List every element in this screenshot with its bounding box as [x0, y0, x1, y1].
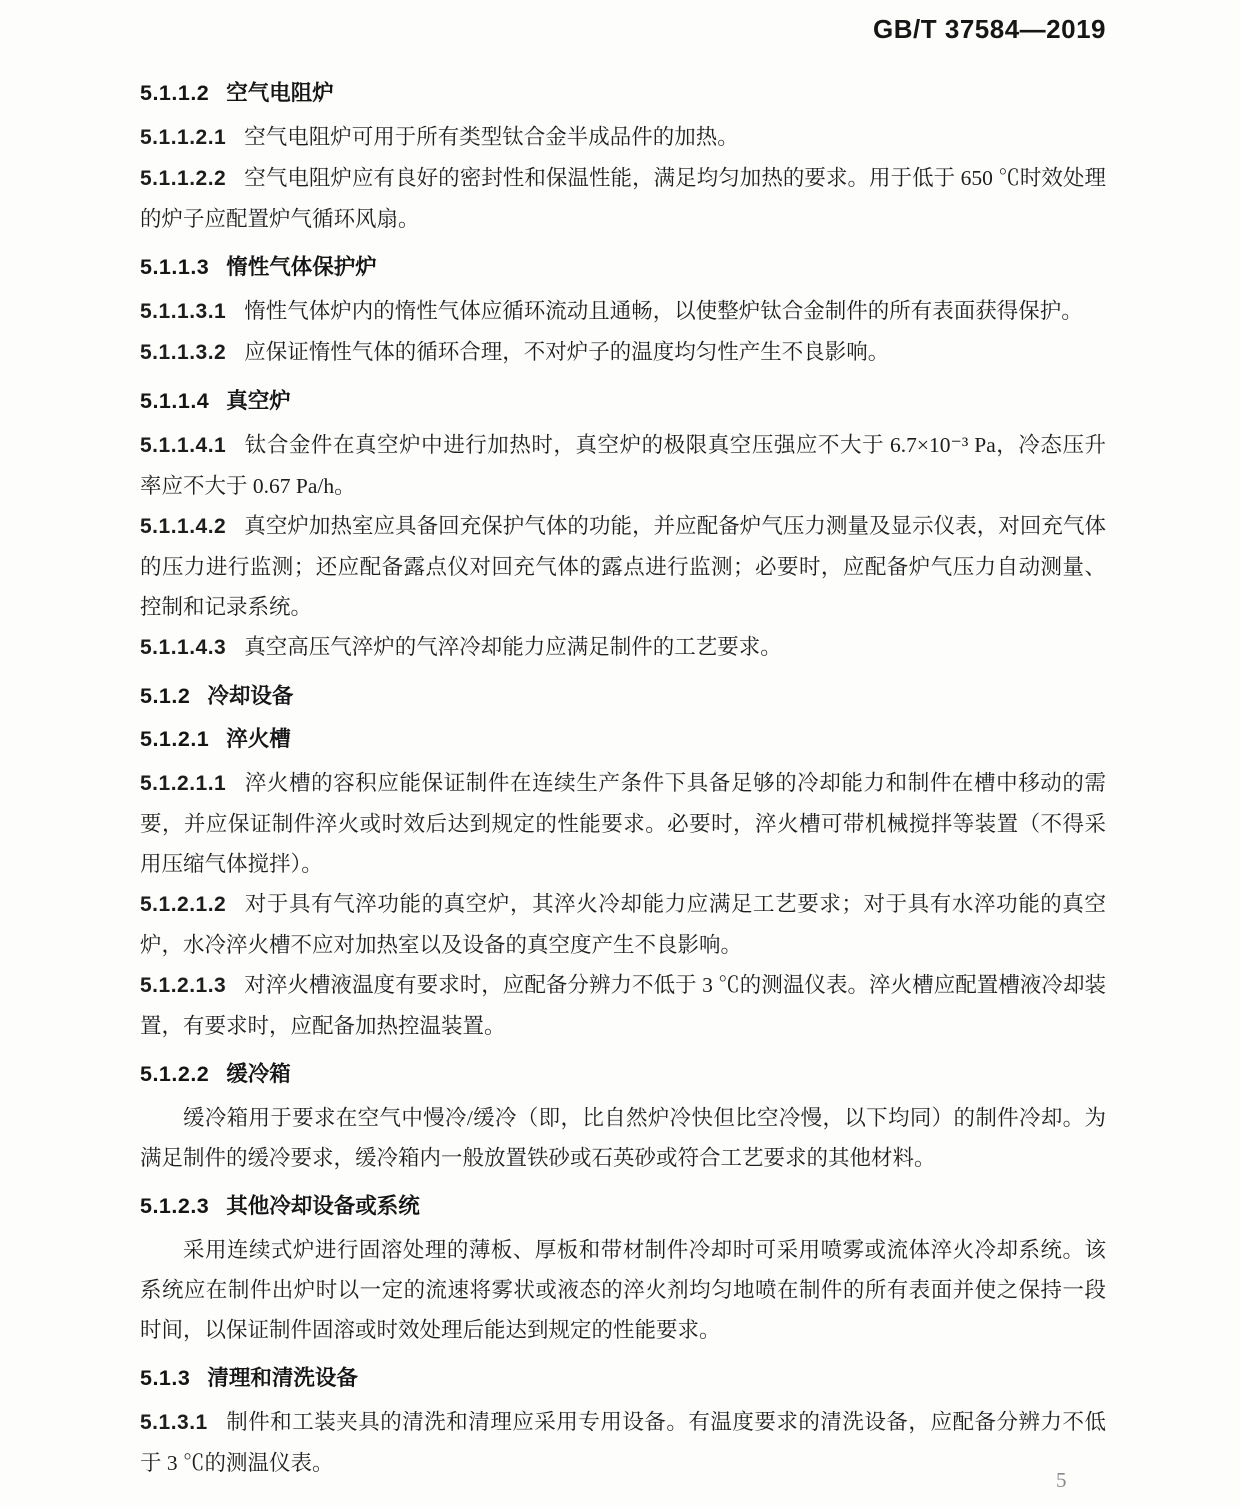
clause-5-1-1-2-1: [140, 117, 1106, 158]
paragraph-other-cooling-systems: [140, 1230, 1106, 1350]
clause-number: 5.1.2.1.2: [140, 893, 227, 916]
heading-title: 真空炉: [226, 389, 291, 413]
clause-5-1-1-4-1: [140, 425, 1106, 506]
clause-text: 真空炉加热室应具备回充保护气体的功能，并应配备炉气压力测量及显示仪表，对回充气体的压力进行监测；还应配备露点仪对回充气体的露点进行监测；必要时，应配备炉气压力自动测量、控制和记录系统。: [140, 514, 1106, 619]
clause-text: 空气电阻炉应有良好的密封性和保温性能，满足均匀加热的要求。用于低于 650 ℃时效处理的炉子应配置炉气循环风扇。: [140, 166, 1106, 231]
heading-title: 缓冷箱: [226, 1062, 291, 1086]
heading-number: 5.1.2.3: [140, 1194, 210, 1218]
heading-number: 5.1.2.2: [140, 1062, 210, 1086]
clause-5-1-2-1-3: [140, 965, 1106, 1046]
page-content: [140, 14, 1106, 1483]
heading-number: 5.1.2: [140, 684, 191, 708]
section-heading-5-1-3: [140, 1363, 1106, 1393]
section-heading-5-1-1-3: [140, 252, 1106, 282]
clause-5-1-3-1: [140, 1402, 1106, 1483]
section-heading-5-1-2: [140, 681, 1106, 711]
section-heading-5-1-2-1: [140, 724, 1106, 754]
paragraph-text: 缓冷箱用于要求在空气中慢冷/缓冷（即，比自然炉冷快但比空冷慢，以下均同）的制件冷却。为满足制件的缓冷要求，缓冷箱内一般放置铁砂或石英砂或符合工艺要求的其他材料。: [140, 1106, 1106, 1170]
heading-title: 淬火槽: [226, 727, 291, 751]
section-heading-5-1-2-2: [140, 1059, 1106, 1089]
clause-5-1-1-4-3: [140, 627, 1106, 668]
heading-number: 5.1.1.4: [140, 389, 210, 413]
paragraph-slow-cooling-box: [140, 1098, 1106, 1178]
clause-5-1-2-1-1: [140, 763, 1106, 884]
clause-text: 空气电阻炉可用于所有类型钛合金半成品件的加热。: [244, 125, 739, 149]
clause-number: 5.1.2.1.3: [140, 974, 227, 997]
heading-title: 清理和清洗设备: [207, 1366, 358, 1390]
clause-number: 5.1.3.1: [140, 1411, 208, 1434]
clause-number: 5.1.2.1.1: [140, 772, 227, 795]
clause-text: 钛合金件在真空炉中进行加热时，真空炉的极限真空压强应不大于 6.7×10⁻³ Pa，冷态压升率应不大于 0.67 Pa/h。: [140, 433, 1106, 498]
clause-number: 5.1.1.2.2: [140, 167, 227, 190]
heading-number: 5.1.3: [140, 1366, 191, 1390]
heading-number: 5.1.2.1: [140, 727, 210, 751]
clause-number: 5.1.1.3.1: [140, 300, 227, 323]
heading-title: 惰性气体保护炉: [226, 255, 377, 279]
clause-number: 5.1.1.4.1: [140, 434, 227, 457]
clause-5-1-2-1-2: [140, 884, 1106, 965]
clause-text: 真空高压气淬炉的气淬冷却能力应满足制件的工艺要求。: [244, 635, 782, 659]
clause-text: 对淬火槽液温度有要求时，应配备分辨力不低于 3 ℃的测温仪表。淬火槽应配置槽液冷却装置，有要求时，应配备加热控温装置。: [140, 973, 1106, 1038]
clause-text: 淬火槽的容积应能保证制件在连续生产条件下具备足够的冷却能力和制件在槽中移动的需要，并应保证制件淬火或时效后达到规定的性能要求。必要时，淬火槽可带机械搅拌等装置（不得采用压缩气体搅拌）。: [140, 771, 1106, 876]
clause-5-1-1-2-2: [140, 158, 1106, 239]
heading-title: 其他冷却设备或系统: [226, 1194, 420, 1218]
heading-number: 5.1.1.3: [140, 255, 210, 279]
heading-number: 5.1.1.2: [140, 81, 210, 105]
paragraph-text: 采用连续式炉进行固溶处理的薄板、厚板和带材制件冷却时可采用喷雾或流体淬火冷却系统。该系统应在制件出炉时以一定的流速将雾状或液态的淬火剂均匀地喷在制件的所有表面并使之保持一段时间，以保证制件固溶或时效处理后能达到规定的性能要求。: [140, 1238, 1106, 1342]
clause-5-1-1-3-2: [140, 332, 1106, 373]
clause-text: 对于具有气淬功能的真空炉，其淬火冷却能力应满足工艺要求；对于具有水淬功能的真空炉，水冷淬火槽不应对加热室以及设备的真空度产生不良影响。: [140, 892, 1106, 957]
heading-title: 空气电阻炉: [226, 81, 334, 105]
standard-number-header: GB/T 37584—2019: [873, 14, 1106, 44]
page-number: 5: [1056, 1468, 1067, 1492]
clause-number: 5.1.1.3.2: [140, 341, 227, 364]
clause-5-1-1-3-1: [140, 291, 1106, 332]
clause-number: 5.1.1.4.3: [140, 636, 227, 659]
clause-text: 惰性气体炉内的惰性气体应循环流动且通畅，以使整炉钛合金制件的所有表面获得保护。: [244, 299, 1083, 323]
clause-text: 应保证惰性气体的循环合理，不对炉子的温度均匀性产生不良影响。: [244, 340, 890, 364]
section-heading-5-1-2-3: [140, 1191, 1106, 1221]
section-heading-5-1-1-2: [140, 78, 1106, 108]
clause-text: 制件和工装夹具的清洗和清理应采用专用设备。有温度要求的清洗设备，应配备分辨力不低于 3 ℃的测温仪表。: [140, 1410, 1106, 1475]
clause-number: 5.1.1.4.2: [140, 515, 227, 538]
section-heading-5-1-1-4: [140, 386, 1106, 416]
heading-title: 冷却设备: [207, 684, 294, 708]
clause-5-1-1-4-2: [140, 506, 1106, 627]
clause-number: 5.1.1.2.1: [140, 126, 227, 149]
